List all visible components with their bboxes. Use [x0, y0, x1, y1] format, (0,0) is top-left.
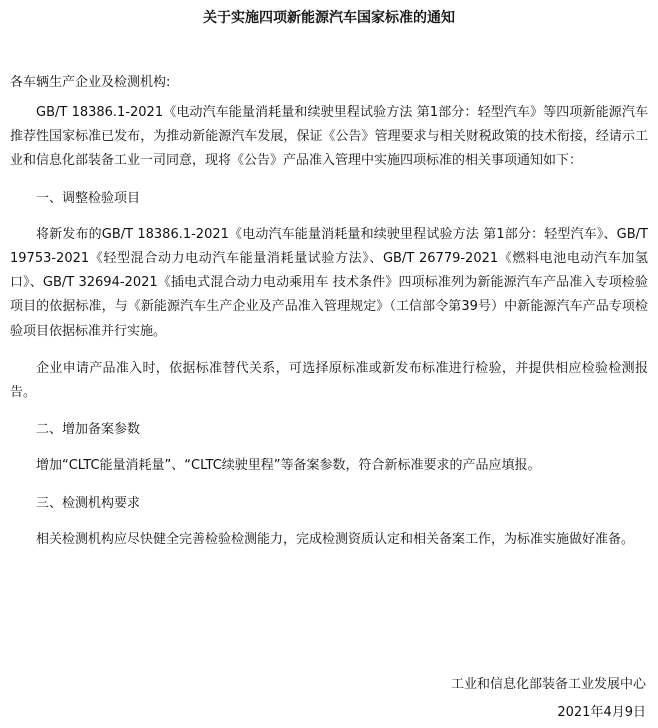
issue-date: 2021年4月9日 [557, 705, 646, 720]
section-3-paragraph: 相关检测机构应尽快健全完善检验检测能力，完成检测资质认定和相关备案工作，为标准实施做好准备。 [36, 531, 635, 547]
section-1-paragraph-2: 企业申请产品准入时，依据标准替代关系，可选择原标准或新发布标准进行检验，并提供相应检验检测报告。 [10, 360, 648, 401]
issuer-signature: 工业和信息化部装备工业发展中心 [450, 677, 646, 692]
document-title: 关于实施四项新能源汽车国家标准的通知 [203, 10, 455, 26]
section-heading-2: 二、增加备案参数 [36, 422, 141, 438]
document-body [10, 101, 648, 565]
section-1-paragraph-1: 将新发布的GB/T 18386.1-2021《电动汽车能量消耗量和续驶里程试验方法 第1部分：轻型汽车》、GB/T 19753-2021《轻型混合动力电动汽车能量消耗量试验方法》、GB/T 26779-2021《燃料电池电动汽车加氢口》、GB/T 32694-2021《插电式混合动力电动乘用车 技术条件》四项标准列为新能源汽车产品准入专项检验项目的依据标准，与《新能源汽车生产企业及产品准入管理规定》（工信部令第39号）中新能源汽车产品专项检验项目依据标准并行实施。 [10, 226, 648, 339]
section-heading-1: 一、调整检验项目 [36, 190, 141, 206]
intro-paragraph: GB/T 18386.1-2021《电动汽车能量消耗量和续驶里程试验方法 第1部分：轻型汽车》等四项新能源汽车推荐性国家标准已发布，为推动新能源汽车发展，保证《公告》管理要求与相关财税政策的技术衔接，经请示工业和信息化部装备工业一司同意，现将《公告》产品准入管理中实施四项标准的相关事项通知如下： [10, 105, 648, 169]
section-2-paragraph: 增加“CLTC能量消耗量”、“CLTC续驶里程”等备案参数，符合新标准要求的产品应填报。 [36, 458, 541, 474]
salutation: 各车辆生产企业及检测机构: [10, 75, 171, 90]
section-heading-3: 三、检测机构要求 [36, 495, 141, 511]
